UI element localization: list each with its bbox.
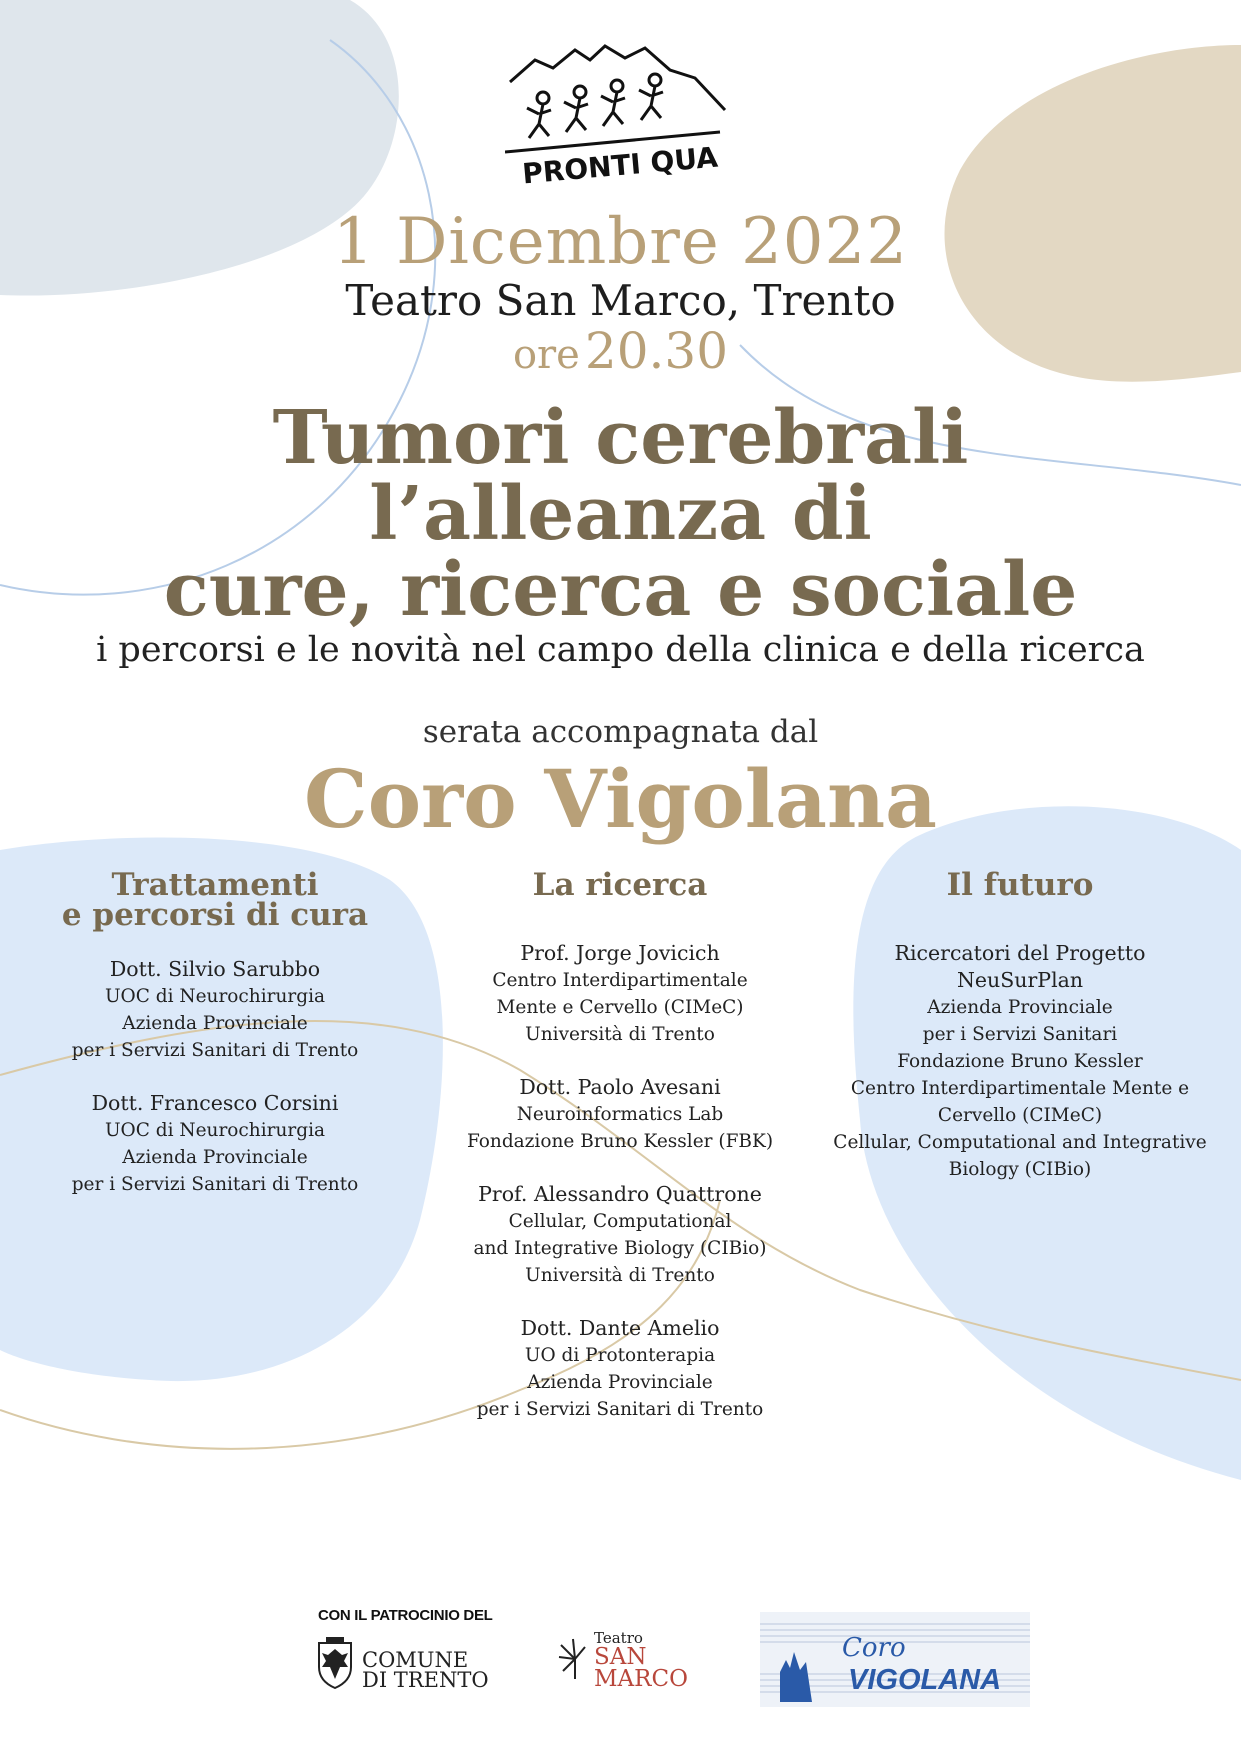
- speaker-name: Dott. Dante Amelio: [520, 1316, 720, 1340]
- speaker-name: Dott. Paolo Avesani: [519, 1075, 721, 1099]
- event-title: [0, 395, 1241, 633]
- san-marco-label: SAN MARCO: [594, 1644, 688, 1692]
- choir-name: Coro Vigolana: [304, 752, 937, 846]
- column-treatments: [25, 867, 405, 1198]
- vigolana-name-text: VIGOLANA: [848, 1664, 1002, 1696]
- column-heading: Trattamenti e percorsi di cura: [61, 867, 369, 933]
- speaker-entry: Dott. Silvio Sarubbo UOC di Neurochirurgia Azienda Provinciale per i Servizi Sanitari di Trento: [25, 956, 405, 1064]
- speaker-entry: Prof. Alessandro Quattrone Cellular, Computational and Integrative Biology (CIBio) Università di Trento: [430, 1181, 810, 1289]
- trento-crest-icon: [316, 1637, 354, 1689]
- patronage-label: CON IL PATROCINIO DEL: [318, 1607, 493, 1624]
- event-venue: Teatro San Marco, Trento: [345, 276, 896, 325]
- column-research: [430, 867, 810, 1423]
- speaker-name-line: Ricercatori del Progetto: [894, 941, 1146, 965]
- speaker-name-line: NeuSurPlan: [956, 968, 1084, 992]
- column-heading: La ricerca: [532, 867, 708, 903]
- time-value: 20.30: [584, 322, 729, 380]
- vigolana-coro-text: Coro: [842, 1633, 906, 1663]
- logo-text: PRONTI QUA: [521, 140, 720, 190]
- event-date: 1 Dicembre 2022: [333, 205, 908, 279]
- event-subtitle: i percorsi e le novità nel campo della clinica e della ricerca: [96, 630, 1145, 670]
- time-prefix: ore: [512, 332, 580, 378]
- speaker-name: Prof. Jorge Jovicich: [520, 941, 720, 965]
- event-time: [0, 322, 1241, 380]
- column-future: [820, 867, 1220, 1183]
- speaker-name: Dott. Silvio Sarubbo: [109, 957, 321, 981]
- speaker-entry: Prof. Jorge Jovicich Centro Interdipartimentale Mente e Cervello (CIMeC) Università di Trento: [430, 940, 810, 1048]
- teatro-label: Teatro: [594, 1629, 643, 1647]
- comune-di-trento-logo: COMUNE DI TRENTO: [362, 1648, 489, 1692]
- pronti-qua-logo: [505, 40, 735, 190]
- title-line-1: Tumori cerebrali: [272, 395, 969, 481]
- speaker-entry: Dott. Paolo Avesani Neuroinformatics Lab Fondazione Bruno Kessler (FBK): [430, 1074, 810, 1155]
- speaker-name: Prof. Alessandro Quattrone: [478, 1182, 762, 1206]
- speaker-entry: Dott. Dante Amelio UO di Protonterapia Azienda Provinciale per i Servizi Sanitari di Trento: [430, 1315, 810, 1423]
- speaker-name: Dott. Francesco Corsini: [91, 1091, 339, 1115]
- speaker-entry: Dott. Francesco Corsini UOC di Neurochirurgia Azienda Provinciale per i Servizi Sanitari di Trento: [25, 1090, 405, 1198]
- accompaniment-line: serata accompagnata dal: [422, 714, 819, 750]
- speaker-entry: Ricercatori del Progetto NeuSurPlan Azienda Provinciale per i Servizi Sanitari Fondazione Bruno Kessler Centro Interdipartimentale Mente e Cervello (CIMeC) Cellular, Computational and Integrative Biology (CIBio): [820, 940, 1220, 1183]
- title-line-3: cure, ricerca e sociale: [163, 547, 1078, 633]
- title-line-2: l’alleanza di: [369, 471, 872, 557]
- column-heading: Il futuro: [946, 867, 1094, 903]
